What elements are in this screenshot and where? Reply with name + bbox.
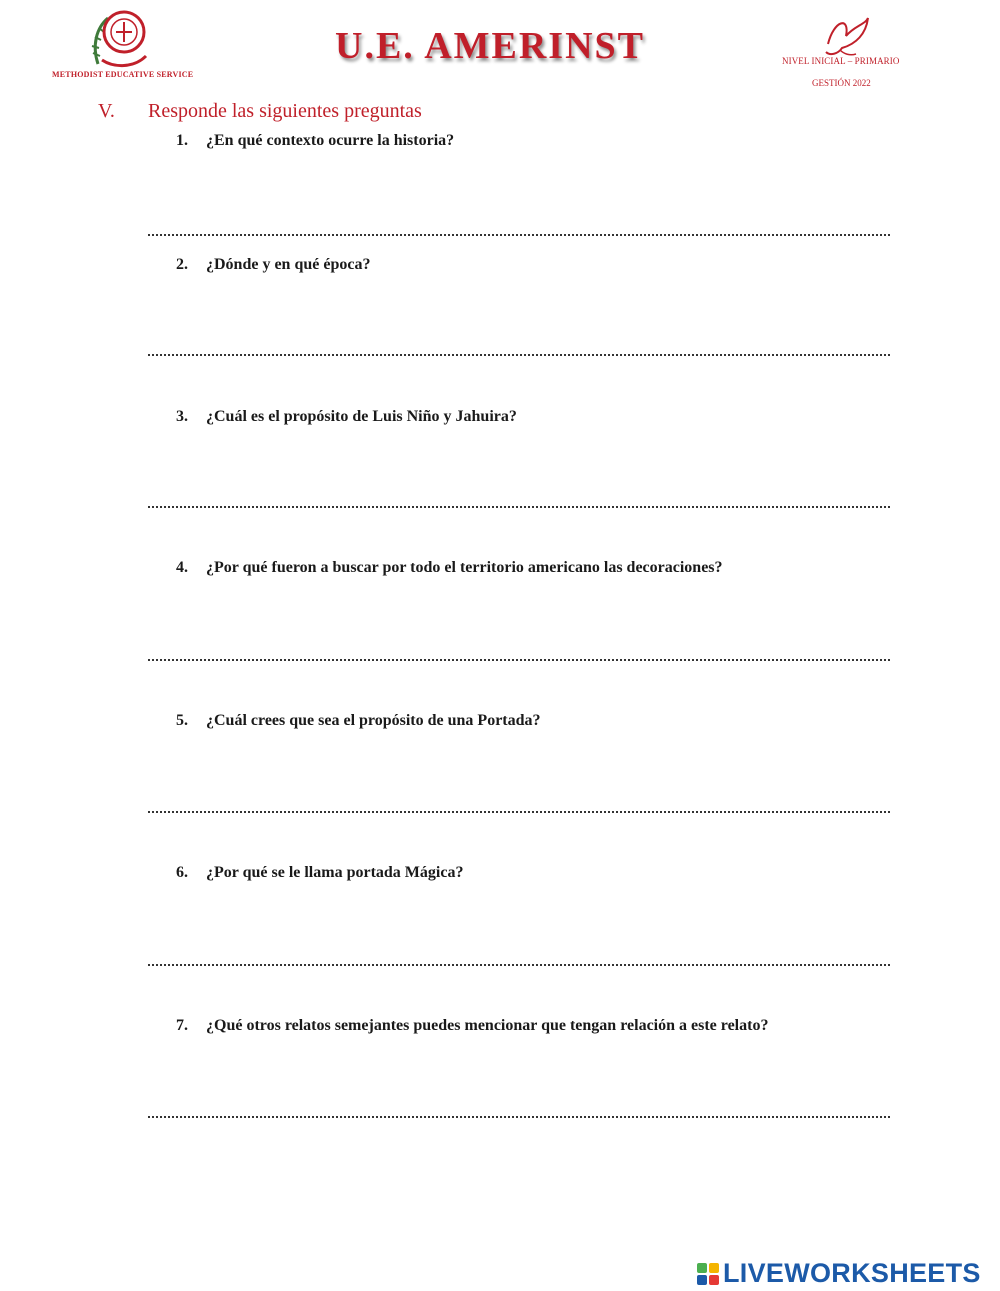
question-text: ¿Dónde y en qué época? [206,256,371,273]
question-6 [176,864,463,882]
question-number: 5. [176,712,188,729]
school-name-title: U.E. AMERINST [335,25,645,67]
liveworksheets-brand: LIVEWORKSHEETS [723,1258,981,1288]
question-number: 1. [176,132,188,149]
question-number: 2. [176,256,188,273]
question-text: ¿Por qué se le llama portada Mágica? [206,864,464,881]
question-4 [176,559,723,577]
answer-line-1[interactable] [148,234,890,236]
answer-line-5[interactable] [148,811,890,813]
question-5 [176,712,541,730]
org-name: METHODIST EDUCATIVE SERVICE [52,70,194,79]
answer-line-4[interactable] [148,659,890,661]
question-7 [176,1017,768,1035]
answer-line-3[interactable] [148,506,890,508]
liveworksheets-icon [697,1263,719,1285]
section-title: Responde las siguientes preguntas [148,100,422,122]
question-2 [176,256,370,274]
question-number: 6. [176,864,188,881]
level-label: NIVEL INICIAL – PRIMARIO [782,56,900,66]
question-text: ¿Qué otros relatos semejantes puedes mencionar que tengan relación a este relato? [206,1017,769,1034]
answer-line-7[interactable] [148,1116,890,1118]
question-text: ¿Por qué fueron a buscar por todo el territorio americano las decoraciones? [206,559,723,576]
worksheet-header [0,0,1000,100]
question-number: 3. [176,408,188,425]
section-heading [98,100,422,123]
bird-emblem-icon [820,14,872,58]
answer-line-6[interactable] [148,964,890,966]
question-number: 7. [176,1017,188,1034]
question-text: ¿En qué contexto ocurre la historia? [206,132,455,149]
question-3 [176,408,517,426]
question-text: ¿Cuál crees que sea el propósito de una Portada? [206,712,541,729]
question-text: ¿Cuál es el propósito de Luis Niño y Jahuira? [206,408,517,425]
section-number: V. [98,100,115,122]
liveworksheets-logo[interactable] [697,1258,981,1289]
school-crest-logo [88,6,154,72]
question-1 [176,132,454,150]
answer-line-2[interactable] [148,354,890,356]
term-label: GESTIÓN 2022 [812,78,871,88]
question-number: 4. [176,559,188,576]
